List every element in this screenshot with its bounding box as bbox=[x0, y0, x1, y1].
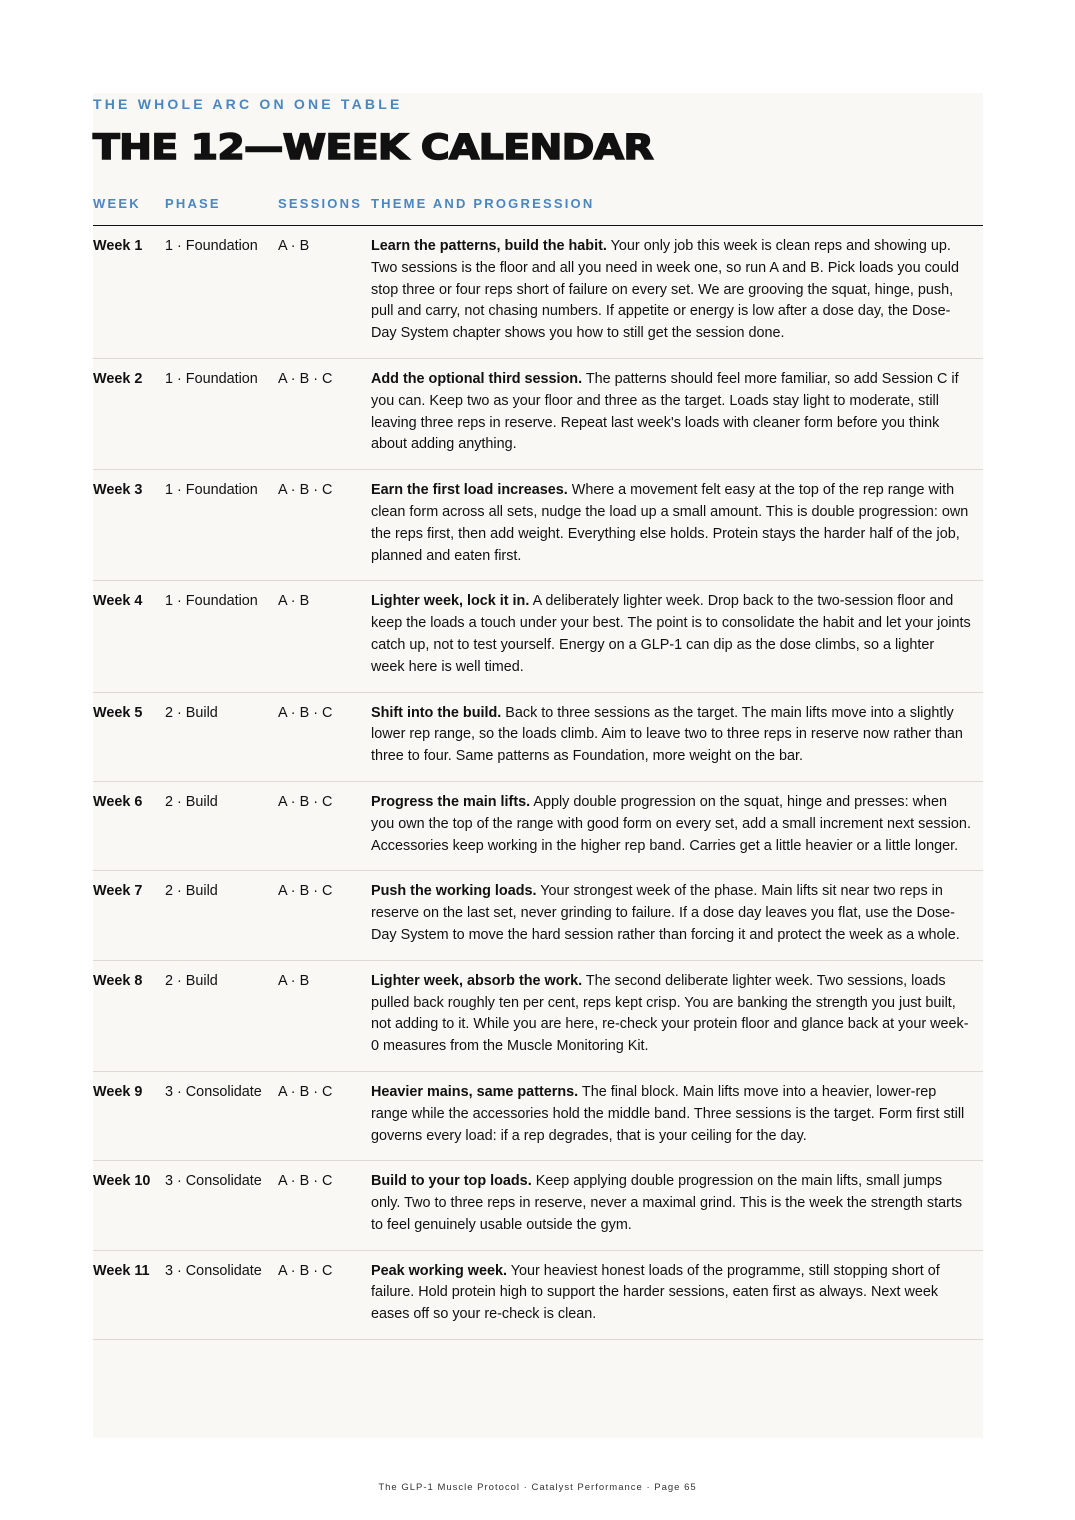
page-title: THE 12—WEEK CALENDAR bbox=[93, 128, 654, 168]
phase-cell: 2 · Build bbox=[165, 704, 218, 721]
phase-cell: 1 · Foundation bbox=[165, 370, 258, 387]
theme-cell bbox=[371, 703, 971, 768]
theme-text: Your heaviest honest loads of the programme, still stopping short of failure. Hold protein high to support the harder sessions, eaten first as always. Next week eases off so your re-check is clean. bbox=[371, 1262, 940, 1323]
theme-cell bbox=[371, 1171, 971, 1236]
table-row bbox=[93, 782, 983, 871]
theme-cell bbox=[371, 1082, 971, 1147]
week-cell: Week 5 bbox=[93, 704, 143, 721]
theme-headline: Add the optional third session. bbox=[371, 370, 583, 387]
week-cell: Week 6 bbox=[93, 793, 143, 810]
theme-headline: Lighter week, absorb the work. bbox=[371, 972, 583, 989]
theme-headline: Peak working week. bbox=[371, 1262, 507, 1279]
sessions-cell: A · B · C bbox=[278, 1262, 333, 1279]
table-row bbox=[93, 961, 983, 1072]
theme-headline: Learn the patterns, build the habit. bbox=[371, 238, 607, 254]
phase-cell: 2 · Build bbox=[165, 972, 218, 989]
column-header-sessions: SESSIONS bbox=[278, 196, 363, 211]
theme-text: Your only job this week is clean reps and showing up. Two sessions is the floor and all you need in week one, so run A and B. Pick loads you could stop three or four reps short of failure on every set. We are grooving the squat, hinge, push, pull and carry, not chasing numbers. If appetite or energy is low after a dose day, the Dose-Day System chapter shows you how to still get the session done. bbox=[371, 238, 959, 342]
theme-text: Keep applying double progression on the main lifts, small jumps only. Two to three reps in reserve, never a maximal grind. This is the week the strength starts to feel genuinely usable outside the gym. bbox=[371, 1173, 963, 1233]
sessions-cell: A · B · C bbox=[278, 793, 333, 810]
week-cell: Week 11 bbox=[93, 1262, 150, 1279]
theme-cell bbox=[371, 591, 971, 678]
theme-headline: Lighter week, lock it in. bbox=[371, 593, 530, 610]
phase-cell: 1 · Foundation bbox=[165, 238, 258, 254]
table-row bbox=[93, 1251, 983, 1340]
calendar-table-body bbox=[93, 226, 983, 1340]
phase-cell: 3 · Consolidate bbox=[165, 1173, 262, 1190]
theme-headline: Build to your top loads. bbox=[371, 1173, 532, 1190]
theme-headline: Earn the first load increases. bbox=[371, 482, 568, 499]
table-row bbox=[93, 1072, 983, 1161]
theme-headline: Progress the main lifts. bbox=[371, 793, 531, 810]
table-row bbox=[93, 1161, 983, 1250]
week-cell: Week 1 bbox=[93, 238, 143, 254]
sessions-cell: A · B · C bbox=[278, 1083, 333, 1100]
week-cell: Week 2 bbox=[93, 370, 143, 387]
sessions-cell: A · B · C bbox=[278, 482, 333, 499]
sessions-cell: A · B bbox=[278, 238, 310, 254]
theme-text: Where a movement felt easy at the top of the rep range with clean form across all sets, nudge the load up a small amount. This is double progression: own the reps first, then add weight. Everything else holds. Protein stays the harder half of the job, planned and eaten first. bbox=[371, 482, 969, 564]
theme-text: The final block. Main lifts move into a heavier, lower-rep range while the accessories hold the middle band. Three sessions is the target. Form first still governs every load: if a rep degrades, that is your ceiling for the day. bbox=[371, 1083, 965, 1144]
week-cell: Week 9 bbox=[93, 1083, 143, 1100]
table-row bbox=[93, 871, 983, 960]
column-header-phase: PHASE bbox=[165, 196, 221, 211]
theme-cell bbox=[371, 369, 971, 456]
theme-text: Back to three sessions as the target. The main lifts move into a slightly lower rep range, so the loads climb. Aim to leave two to three reps in reserve now rather than three to four. Same patterns as Foundation, more weight on the bar. bbox=[371, 704, 963, 765]
week-cell: Week 3 bbox=[93, 482, 143, 499]
phase-cell: 3 · Consolidate bbox=[165, 1262, 262, 1279]
phase-cell: 1 · Foundation bbox=[165, 482, 258, 499]
phase-cell: 3 · Consolidate bbox=[165, 1083, 262, 1100]
column-header-week: WEEK bbox=[93, 196, 141, 211]
sessions-cell: A · B · C bbox=[278, 1173, 333, 1190]
theme-text: Your strongest week of the phase. Main lifts sit near two reps in reserve on the last set, never grinding to failure. If a dose day leaves you flat, use the Dose-Day System to move the hard session rather than forcing it and protect the week as a whole. bbox=[371, 883, 960, 943]
theme-cell bbox=[371, 792, 971, 857]
sessions-cell: A · B · C bbox=[278, 370, 333, 387]
column-header-theme: THEME AND PROGRESSION bbox=[371, 196, 595, 211]
theme-text: A deliberately lighter week. Drop back to the two-session floor and keep the loads a touch under your best. The point is to consolidate the habit and let your joints catch up, not to test yourself. Energy on a GLP-1 can dip as the dose climbs, so a lighter week here is well timed. bbox=[371, 593, 971, 675]
theme-cell bbox=[371, 881, 971, 946]
table-header bbox=[93, 196, 983, 226]
table-row bbox=[93, 226, 983, 359]
theme-headline: Shift into the build. bbox=[371, 704, 502, 721]
theme-headline: Push the working loads. bbox=[371, 883, 537, 900]
sessions-cell: A · B · C bbox=[278, 704, 333, 721]
theme-text: The second deliberate lighter week. Two sessions, loads pulled back roughly ten per cent, reps kept crisp. You are banking the strength you just built, not adding to it. While you are here, re-check your protein floor and glance back at your week-0 measures from the Muscle Monitoring Kit. bbox=[371, 972, 969, 1055]
table-row bbox=[93, 470, 983, 581]
phase-cell: 1 · Foundation bbox=[165, 593, 258, 610]
phase-cell: 2 · Build bbox=[165, 793, 218, 810]
table-row bbox=[93, 359, 983, 470]
section-eyebrow: THE WHOLE ARC ON ONE TABLE bbox=[93, 96, 403, 112]
theme-headline: Heavier mains, same patterns. bbox=[371, 1083, 579, 1100]
week-cell: Week 8 bbox=[93, 972, 143, 989]
theme-cell bbox=[371, 1261, 971, 1326]
sessions-cell: A · B bbox=[278, 972, 310, 989]
phase-cell: 2 · Build bbox=[165, 883, 218, 900]
week-cell: Week 7 bbox=[93, 883, 143, 900]
theme-text: Apply double progression on the squat, hinge and presses: when you own the top of the range with good form on every set, add a small increment next session. Accessories keep working in the higher rep band. Carries get a little heavier or a little longer. bbox=[371, 793, 971, 854]
week-cell: Week 4 bbox=[93, 593, 143, 610]
theme-cell bbox=[371, 971, 971, 1058]
theme-text: The patterns should feel more familiar, so add Session C if you can. Keep two as your floor and three as the target. Loads stay light to moderate, still leaving three reps in reserve. Repeat last week's loads with cleaner form before you think about adding anything. bbox=[371, 370, 959, 453]
sessions-cell: A · B · C bbox=[278, 883, 333, 900]
theme-cell bbox=[371, 236, 971, 345]
week-cell: Week 10 bbox=[93, 1173, 151, 1190]
table-row bbox=[93, 581, 983, 692]
sessions-cell: A · B bbox=[278, 593, 310, 610]
theme-cell bbox=[371, 480, 971, 567]
table-row bbox=[93, 693, 983, 782]
page-footer: The GLP-1 Muscle Protocol · Catalyst Performance · Page 65 bbox=[378, 1482, 697, 1493]
